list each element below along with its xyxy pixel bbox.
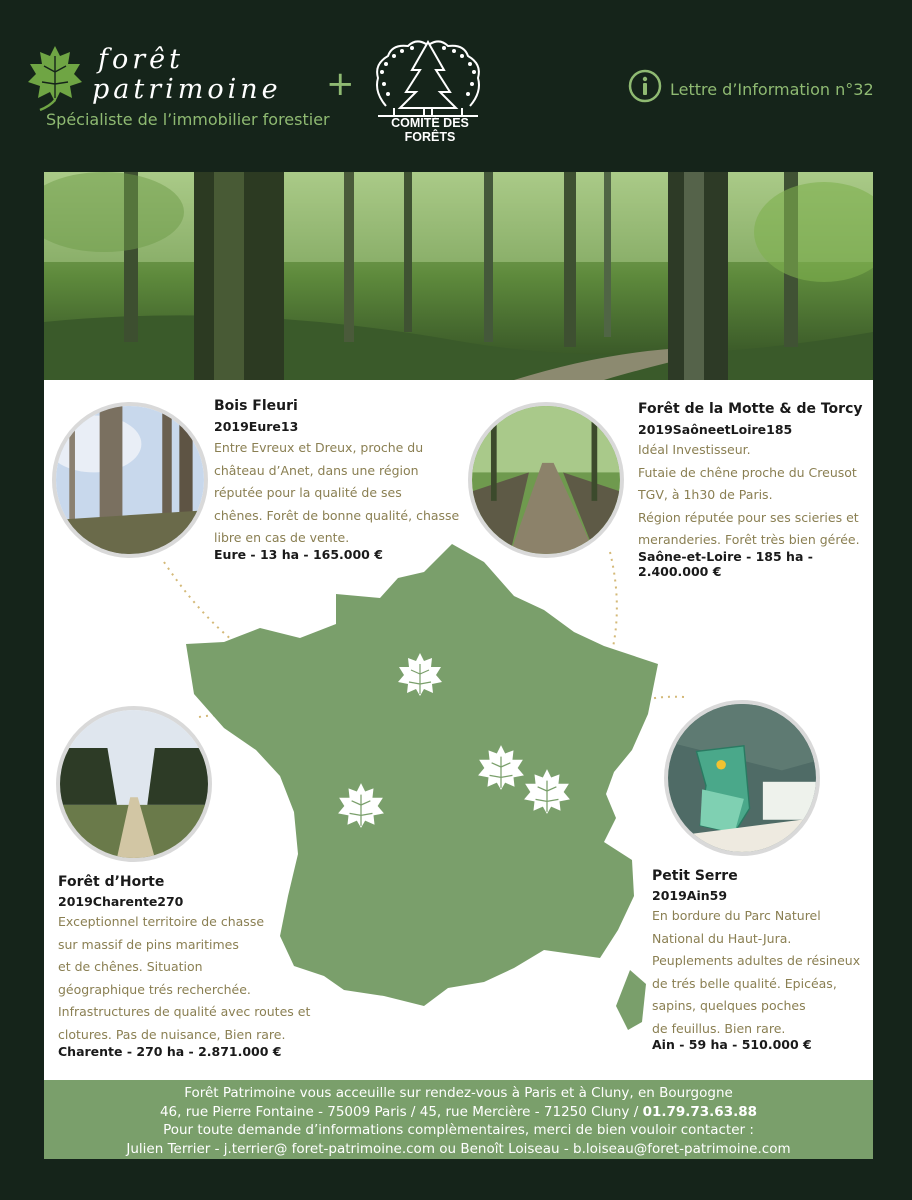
newsletter-number: Lettre d’Information n°32 [670,80,874,99]
listing-description: Idéal Investisseur. Futaie de chêne proche du Creusot TGV, à 1h30 de Paris. Région réputée pour ses scieries et meranderies. Forêt très bien gérée. [638,442,860,547]
brand-name-line1: forêt [98,44,184,75]
photo-bois-fleuri [52,402,208,558]
photo-foret-horte [56,706,212,862]
listing-description: Exceptionnel territoire de chasse sur massif de pins maritimes et de chênes. Situation géographique trés recherchée. Infrastructures de qualité avec routes et clotures. Pas de nuisance, Bien rare. [58,914,311,1042]
forest-banner-photo [44,172,873,380]
footer-contact-request: Pour toute demande d’informations complèmentaires, merci de bien vouloir contacter : [163,1122,754,1138]
listing-summary: Ain - 59 ha - 510.000 € [652,1037,812,1052]
map-marker-foret-horte[interactable] [336,780,386,830]
comite-tree-logo-icon [364,36,492,118]
footer-welcome: Forêt Patrimoine vous acceuille sur rendez-vous à Paris et à Cluny, en Bourgogne [184,1085,733,1101]
map-marker-motte-torcy[interactable] [476,742,526,792]
listing-ref: 2019Ain59 [652,888,728,903]
listing-summary: Charente - 270 ha - 2.871.000 € [58,1044,282,1059]
listing-summary: Eure - 13 ha - 165.000 € [214,547,383,562]
listing-summary: Saône-et-Loire - 185 ha - 2.400.000 € [638,549,813,579]
map-marker-bois-fleuri[interactable] [396,650,444,698]
brand-name-line2: patrimoine [92,74,282,105]
photo-motte-torcy [468,402,624,558]
footer-phone[interactable]: 01.79.73.63.88 [642,1103,758,1120]
plus-sign: + [326,64,355,104]
listing-title: Bois Fleuri [214,398,298,414]
listing-ref: 2019Eure13 [214,419,299,434]
leaf-logo-icon [26,42,84,112]
listing-description: En bordure du Parc Naturel National du Haut-Jura. Peuplements adultes de résineux de trés belle qualité. Epicéas, sapins, quelques poches de feuillus. Bien rare. [652,908,861,1036]
brand-tagline: Spécialiste de l’immobilier forestier [46,110,330,129]
map-petit-serre [664,700,820,856]
footer-contacts[interactable]: Julien Terrier - j.terrier@ foret-patrimoine.com ou Benoît Loiseau - b.loiseau@foret-patrimoine.com [126,1140,791,1157]
listing-description: Entre Evreux et Dreux, proche du château d’Anet, dans une région réputée pour la qualité de ses chênes. Forêt de bonne qualité, chasse libre en cas de vente. [214,440,460,545]
listing-title: Forêt d’Horte [58,874,165,890]
contact-footer [44,1080,873,1159]
listing-title: Forêt de la Motte & de Torcy [638,401,863,417]
listing-ref: 2019Charente270 [58,894,184,909]
content-panel [44,172,873,1159]
partner-name: COMITÉ DES FORÊTS [391,116,469,144]
footer-addresses [44,1103,873,1122]
footer-address-text: 46, rue Pierre Fontaine - 75009 Paris / 45, rue Mercière - 71250 Cluny / [159,1103,643,1120]
info-icon [628,69,662,103]
listing-title: Petit Serre [652,868,738,884]
listing-ref: 2019SaôneetLoire185 [638,422,793,437]
map-marker-petit-serre[interactable] [522,766,572,816]
